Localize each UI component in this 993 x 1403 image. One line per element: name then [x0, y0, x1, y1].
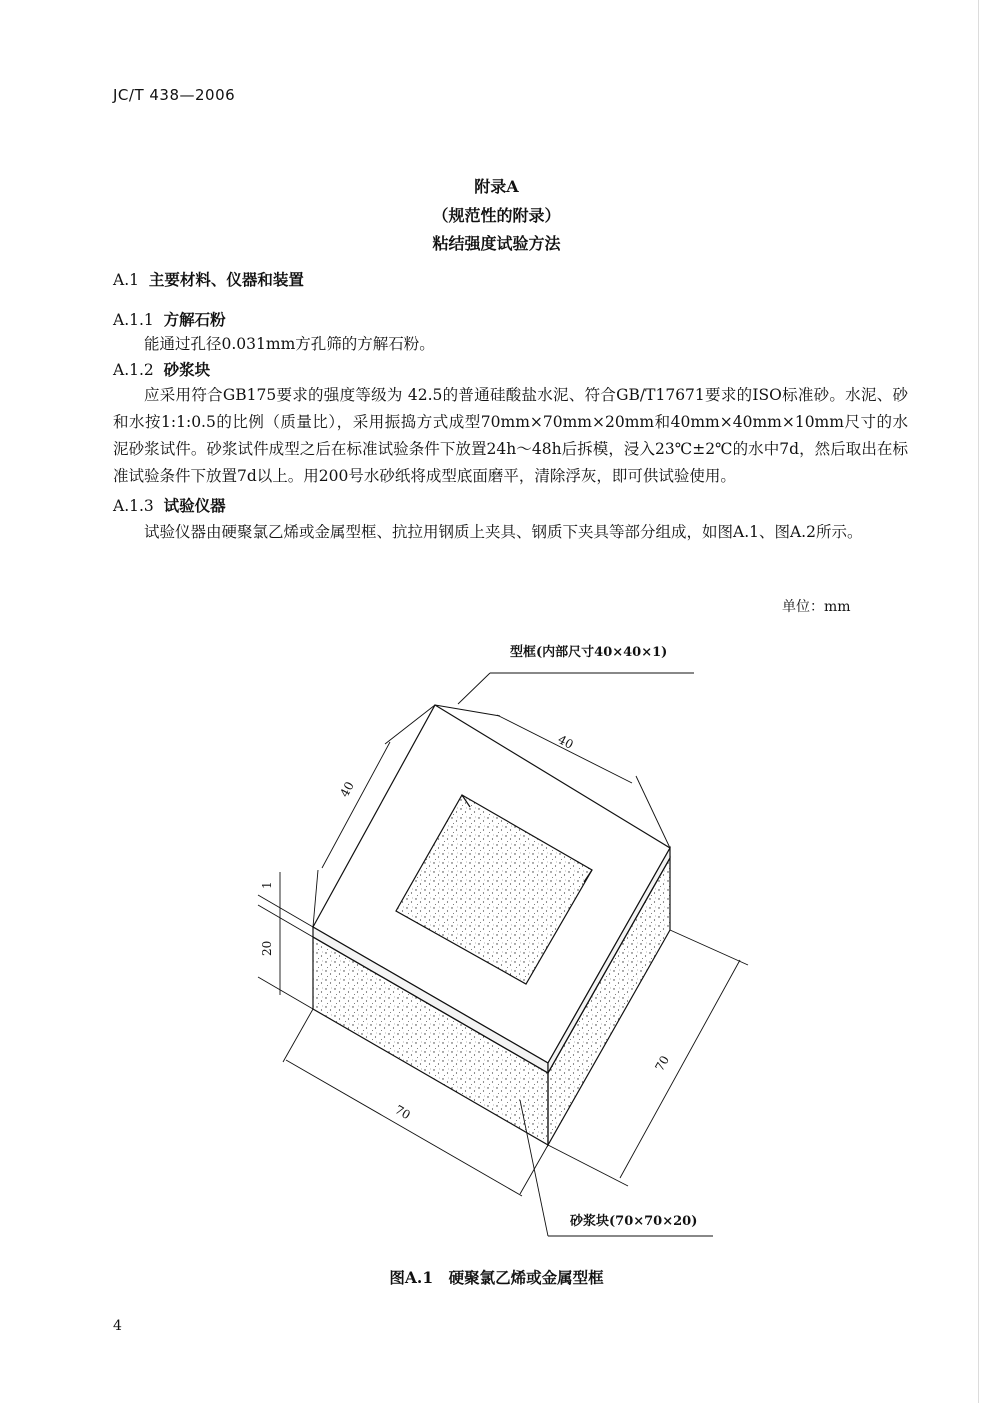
- section-a11-text: [113, 331, 908, 358]
- figure-a1-diagram: [0, 600, 993, 1260]
- section-title: 试验仪器: [163, 496, 226, 515]
- section-a11-heading: [113, 308, 226, 330]
- document-code: JC/T 438—2006: [113, 86, 236, 104]
- section-a13-heading: [113, 494, 226, 516]
- section-number: A.1.1: [113, 311, 154, 329]
- section-number: A.1.3: [113, 497, 154, 515]
- section-number: A.1.2: [113, 361, 154, 379]
- section-a13-text: [113, 519, 908, 546]
- dimension-label-right-70: 70: [652, 1053, 673, 1074]
- mortar-block-label: 砂浆块(70×70×20): [570, 1214, 698, 1229]
- dimension-label-front-70: 70: [392, 1102, 413, 1123]
- section-a12-heading: [113, 358, 210, 380]
- figure-caption: 图A.1 硬聚氯乙烯或金属型框: [389, 1268, 604, 1287]
- appendix-subtitle: （规范性的附录）: [432, 206, 561, 225]
- page-number: 4: [113, 1318, 122, 1334]
- frame-label: 型框(内部尺寸40×40×1): [510, 645, 668, 660]
- paragraph: 能通过孔径0.031mm方孔筛的方解石粉。: [144, 335, 435, 353]
- section-title: 砂浆块: [163, 360, 211, 379]
- dimension-label-20: 20: [260, 940, 274, 956]
- paragraph: 试验仪器由硬聚氯乙烯或金属型框、抗拉用钢质上夹具、钢质下夹具等部分组成，如图A.1、图A.2所示。: [144, 523, 863, 541]
- section-number: A.1: [113, 271, 139, 289]
- appendix-name: 粘结强度试验方法: [432, 234, 561, 253]
- dimension-label-top-40: 40: [555, 732, 576, 752]
- appendix-title: 附录A: [474, 177, 519, 196]
- section-title: 方解石粉: [163, 310, 226, 329]
- paragraph: 应采用符合GB175要求的强度等级为 42.5的普通硅酸盐水泥、符合GB/T17671要求的ISO标准砂。水泥、砂和水按1:1:0.5的比例（质量比），采用振捣方式成型70mm×70mm×20mm和40mm×40mm×10mm尺寸的水泥砂浆试件。砂浆试件成型之后在标准试验条件下放置24h～48h后拆模，浸入23℃±2℃的水中7d，然后取出在标准试验条件下放置7d以上。用200号水砂纸将成型底面磨平，清除浮灰，即可供试验使用。: [113, 386, 908, 485]
- section-title: 主要材料、仪器和装置: [148, 270, 304, 289]
- dimension-label-left-40: 40: [337, 779, 357, 800]
- dimension-label-1: 1: [260, 881, 274, 889]
- section-a12-text: [113, 382, 908, 490]
- section-a1-heading: [113, 268, 304, 290]
- unit-label: 单位：mm: [782, 599, 851, 615]
